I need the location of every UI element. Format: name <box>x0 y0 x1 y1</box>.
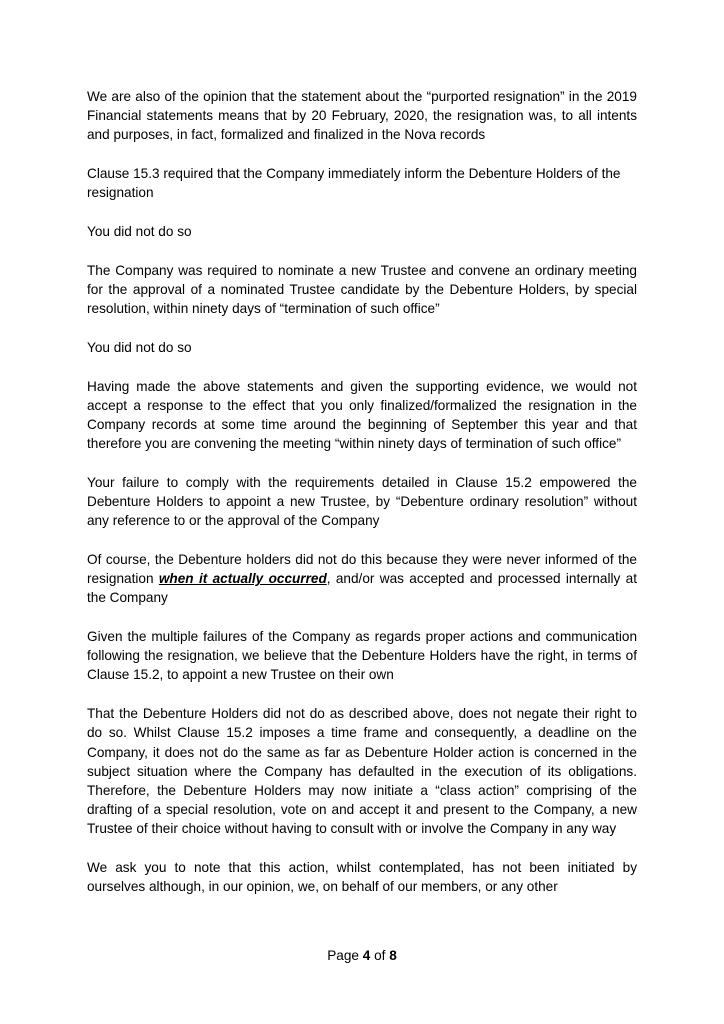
paragraph-failure-to-comply: Your failure to comply with the requirements detailed in Clause 15.2 empowered the Debenture Holders to appoint a new Trustee, by “Debenture ordinary resolution” without any reference to or the approval of the Company <box>87 474 637 529</box>
total-pages-number: 8 <box>389 948 397 963</box>
document-page <box>87 87 637 916</box>
emphasis-when-it-actually-occurred: when it actually occurred <box>158 571 327 587</box>
paragraph-did-not-do-so-2: You did not do so <box>87 339 192 355</box>
current-page-number: 4 <box>362 948 371 963</box>
paragraph-action-contemplated: We ask you to note that this action, whilst contemplated, has not been initiated by ourselves although, in our opinion, we, on behalf of our members, or any other <box>87 860 637 895</box>
page-number-footer <box>0 946 724 965</box>
paragraph-multiple-failures: Given the multiple failures of the Company as regards proper actions and communication following the resignation, we believe that the Debenture Holders have the right, in terms of Clause 15.2, to appoint a new Trustee on their own <box>87 629 637 683</box>
paragraph-never-informed-after: , and/or was accepted and processed internally at the Company <box>87 571 637 606</box>
paragraph-supporting-evidence: Having made the above statements and given the supporting evidence, we would not accept a response to the effect that you only finalized/formalized the resignation in the Company records at some time around the beginning of September this year and that therefore you are convening the meeting “within ninety days of termination of such office” <box>87 378 637 452</box>
paragraph-nominate-trustee: The Company was required to nominate a new Trustee and convene an ordinary meeting for the approval of a nominated Trustee candidate by the Debenture Holders, by special resolution, within ninety days of “termination of such office” <box>87 262 637 317</box>
of-label: of <box>374 948 386 963</box>
paragraph-never-informed-before: Of course, the Debenture holders did not do this because they were never informed of the resignation <box>87 551 637 587</box>
paragraph-class-action: That the Debenture Holders did not do as described above, does not negate their right to do so. Whilst Clause 15.2 imposes a time frame and consequently, a deadline on the Company, it does not do the same as far as Debenture Holder action is concerned in the subject situation where the Company has defaulted in the execution of its obligations. Therefore, the Debenture Holders may now initiate a “class action” comprising of the drafting of a special resolution, vote on and accept it and present to the Company, a new Trustee of their choice without having to consult with or involve the Company in any way <box>87 706 637 837</box>
paragraph-clause-15-3: Clause 15.3 required that the Company immediately inform the Debenture Holders of the resignation <box>87 166 621 201</box>
paragraph-never-informed <box>87 550 637 608</box>
paragraph-did-not-do-so-1: You did not do so <box>87 224 192 240</box>
page-label: Page <box>327 948 359 963</box>
paragraph-purported-resignation: We are also of the opinion that the statement about the “purported resignation” in the 2019 Financial statements means that by 20 February, 2020, the resignation was, to all intents and purposes, in fact, formalized and finalized in the Nova records <box>87 89 637 143</box>
